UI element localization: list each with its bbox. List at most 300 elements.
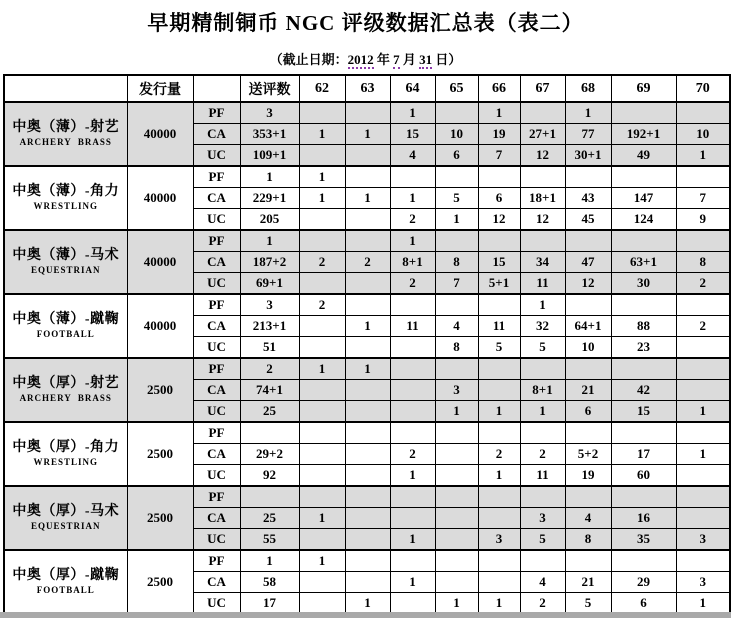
grade-value-cell [520, 550, 565, 572]
grade-value-cell: 21 [565, 572, 611, 593]
grade-value-cell: 2 [676, 316, 730, 337]
grade-value-cell: 47 [565, 252, 611, 273]
grade-value-cell [299, 422, 345, 444]
table-row [4, 422, 730, 444]
grade-value-cell [345, 486, 390, 508]
grade-value-cell [478, 550, 520, 572]
table-body [4, 102, 730, 614]
grade-value-cell: 1 [676, 444, 730, 465]
grade-value-cell [478, 230, 520, 252]
grade-value-cell: 7 [435, 273, 478, 295]
grade-type-cell: UC [193, 273, 240, 295]
grade-value-cell [345, 572, 390, 593]
grade-value-cell [676, 102, 730, 124]
grade-value-cell: 12 [520, 145, 565, 167]
coin-name-en: WRESTLING [33, 201, 99, 211]
coin-name-en: FOOTBALL [36, 585, 95, 595]
issue-qty-cell: 40000 [127, 102, 193, 166]
grade-value-cell: 124 [611, 209, 676, 231]
grade-value-cell: 42 [611, 380, 676, 401]
grade-value-cell: 18+1 [520, 188, 565, 209]
grade-type-cell: CA [193, 188, 240, 209]
grade-value-cell: 4 [435, 316, 478, 337]
submitted-count-cell: 109+1 [240, 145, 299, 167]
coin-name-en: EQUESTRIAN [30, 265, 101, 275]
grade-value-cell: 3 [676, 572, 730, 593]
grade-value-cell [435, 166, 478, 188]
grade-value-cell: 4 [520, 572, 565, 593]
submitted-count-cell: 51 [240, 337, 299, 359]
page-title: 早期精制铜币 NGC 评级数据汇总表（表二） [147, 11, 584, 35]
grade-value-cell [390, 508, 435, 529]
grade-value-cell: 2 [345, 252, 390, 273]
grade-value-cell [299, 209, 345, 231]
submitted-count-cell: 25 [240, 508, 299, 529]
grade-value-cell [611, 550, 676, 572]
grade-value-cell: 12 [478, 209, 520, 231]
grade-value-cell: 63+1 [611, 252, 676, 273]
grade-value-cell: 6 [478, 188, 520, 209]
grade-value-cell: 1 [435, 593, 478, 615]
grade-type-cell: PF [193, 166, 240, 188]
grade-value-cell: 1 [565, 102, 611, 124]
coin-name-cn: 中奥（厚）-角力 [12, 440, 120, 455]
coin-name-cell [4, 550, 127, 614]
grade-type-cell: PF [193, 550, 240, 572]
grade-value-cell: 60 [611, 465, 676, 487]
grade-value-cell [478, 572, 520, 593]
grade-value-cell: 1 [435, 401, 478, 423]
submitted-count-cell: 353+1 [240, 124, 299, 145]
grade-value-cell [676, 422, 730, 444]
grade-value-cell: 1 [345, 358, 390, 380]
coin-name-cell [4, 294, 127, 358]
coin-name-cn: 中奥（厚）-射艺 [12, 376, 120, 391]
grade-value-cell: 6 [565, 401, 611, 423]
submitted-count-cell: 229+1 [240, 188, 299, 209]
grade-value-cell: 43 [565, 188, 611, 209]
grade-value-cell: 2 [478, 444, 520, 465]
grade-value-cell: 11 [390, 316, 435, 337]
grade-value-cell: 7 [478, 145, 520, 167]
grade-value-cell: 16 [611, 508, 676, 529]
coin-name-cn: 中奥（厚）-马术 [12, 504, 120, 519]
submitted-count-cell: 1 [240, 550, 299, 572]
grade-value-cell [299, 380, 345, 401]
grade-type-cell: UC [193, 145, 240, 167]
grade-value-cell: 1 [390, 102, 435, 124]
header-grade-65: 65 [435, 75, 478, 102]
submitted-count-cell: 92 [240, 465, 299, 487]
grade-value-cell: 3 [478, 529, 520, 551]
grade-value-cell: 1 [478, 102, 520, 124]
grade-value-cell: 2 [299, 252, 345, 273]
grade-value-cell: 5 [478, 337, 520, 359]
grade-type-cell: PF [193, 230, 240, 252]
grade-value-cell: 27+1 [520, 124, 565, 145]
grade-value-cell: 6 [611, 593, 676, 615]
grade-value-cell [345, 209, 390, 231]
grade-value-cell: 11 [520, 465, 565, 487]
grade-value-cell: 35 [611, 529, 676, 551]
cutoff-date-day-unit: 日 [432, 52, 449, 67]
header-row [4, 75, 730, 102]
grade-value-cell [565, 358, 611, 380]
grade-value-cell: 34 [520, 252, 565, 273]
grade-value-cell: 5 [520, 337, 565, 359]
grade-value-cell [390, 358, 435, 380]
grade-value-cell: 2 [390, 444, 435, 465]
grade-value-cell [390, 550, 435, 572]
grade-value-cell [345, 550, 390, 572]
grade-value-cell [676, 486, 730, 508]
issue-qty-cell: 2500 [127, 550, 193, 614]
grade-value-cell: 19 [565, 465, 611, 487]
grade-value-cell [478, 380, 520, 401]
grade-value-cell [435, 294, 478, 316]
grade-value-cell [676, 550, 730, 572]
page-bottom-edge [0, 612, 731, 618]
grade-value-cell [299, 316, 345, 337]
grade-type-cell: CA [193, 316, 240, 337]
header-grade-62: 62 [299, 75, 345, 102]
grade-value-cell: 32 [520, 316, 565, 337]
submitted-count-cell: 1 [240, 166, 299, 188]
header-coin-blank [4, 75, 127, 102]
grade-value-cell [390, 294, 435, 316]
grade-value-cell: 5 [565, 593, 611, 615]
table-row [4, 166, 730, 188]
header-grade-70: 70 [676, 75, 730, 102]
grade-value-cell [299, 465, 345, 487]
coin-name-cn: 中奥（薄）-马术 [12, 248, 120, 263]
grade-value-cell [435, 358, 478, 380]
grade-value-cell: 2 [676, 273, 730, 295]
grade-value-cell [390, 166, 435, 188]
grade-value-cell [520, 230, 565, 252]
grade-value-cell [435, 422, 478, 444]
grade-value-cell [299, 529, 345, 551]
coin-name-en: FOOTBALL [36, 329, 95, 339]
grade-value-cell [390, 422, 435, 444]
grade-value-cell [345, 465, 390, 487]
grade-value-cell [676, 294, 730, 316]
grade-type-cell: CA [193, 252, 240, 273]
grade-type-cell: CA [193, 124, 240, 145]
coin-name-en: ARCHERY BRASS [19, 137, 112, 147]
grade-type-cell: UC [193, 529, 240, 551]
coin-name-cn: 中奥（薄）-射艺 [12, 120, 120, 135]
issue-qty-cell: 2500 [127, 486, 193, 550]
coin-name-cn: 中奥（薄）-角力 [12, 184, 120, 199]
submitted-count-cell: 2 [240, 358, 299, 380]
grade-type-cell: PF [193, 358, 240, 380]
header-grade-68: 68 [565, 75, 611, 102]
cutoff-date-year: 2012 [347, 52, 374, 67]
coin-name-cell [4, 358, 127, 422]
cutoff-date-prefix: （截止日期： [269, 52, 348, 67]
grade-value-cell [299, 572, 345, 593]
grade-type-cell: CA [193, 572, 240, 593]
grade-type-cell: UC [193, 209, 240, 231]
grade-type-cell: UC [193, 337, 240, 359]
grade-value-cell: 17 [611, 444, 676, 465]
grade-value-cell [565, 230, 611, 252]
grade-value-cell [299, 486, 345, 508]
grade-value-cell: 45 [565, 209, 611, 231]
grade-value-cell [611, 166, 676, 188]
grade-value-cell: 1 [299, 358, 345, 380]
grade-value-cell [299, 401, 345, 423]
grade-value-cell [435, 550, 478, 572]
grade-value-cell: 4 [565, 508, 611, 529]
cutoff-date-day: 31 [419, 52, 433, 67]
header-grade-63: 63 [345, 75, 390, 102]
issue-qty-cell: 2500 [127, 358, 193, 422]
grade-value-cell: 11 [520, 273, 565, 295]
submitted-count-cell: 25 [240, 401, 299, 423]
grade-value-cell [345, 380, 390, 401]
grade-value-cell [345, 273, 390, 295]
submitted-count-cell: 69+1 [240, 273, 299, 295]
grade-value-cell [478, 508, 520, 529]
grade-value-cell: 1 [435, 209, 478, 231]
grade-value-cell [345, 508, 390, 529]
grade-value-cell [390, 380, 435, 401]
grade-value-cell: 1 [676, 401, 730, 423]
grade-value-cell [345, 444, 390, 465]
submitted-count-cell: 17 [240, 593, 299, 615]
grade-value-cell: 1 [520, 294, 565, 316]
grade-value-cell [299, 230, 345, 252]
grade-type-cell: UC [193, 465, 240, 487]
grade-value-cell: 3 [676, 529, 730, 551]
grade-value-cell [520, 102, 565, 124]
submitted-count-cell: 205 [240, 209, 299, 231]
grade-value-cell [478, 166, 520, 188]
grade-value-cell: 1 [345, 593, 390, 615]
grade-value-cell: 3 [520, 508, 565, 529]
grade-value-cell [676, 465, 730, 487]
coin-name-cell [4, 422, 127, 486]
grade-value-cell: 147 [611, 188, 676, 209]
coin-name-cell [4, 102, 127, 166]
table-row [4, 358, 730, 380]
grade-value-cell: 8 [435, 252, 478, 273]
grade-value-cell [435, 508, 478, 529]
grade-value-cell: 30+1 [565, 145, 611, 167]
grade-type-cell: PF [193, 486, 240, 508]
issue-qty-cell: 2500 [127, 422, 193, 486]
grade-value-cell [435, 465, 478, 487]
grade-value-cell: 192+1 [611, 124, 676, 145]
grade-value-cell [676, 337, 730, 359]
grade-value-cell [345, 230, 390, 252]
grade-value-cell: 1 [345, 188, 390, 209]
grade-value-cell: 1 [478, 593, 520, 615]
grading-summary-table [3, 74, 731, 615]
header-grade-67: 67 [520, 75, 565, 102]
grade-value-cell [345, 102, 390, 124]
grade-value-cell: 1 [390, 465, 435, 487]
cutoff-date-month-unit: 月 [399, 52, 420, 67]
header-type-blank [193, 75, 240, 102]
submitted-count-cell: 74+1 [240, 380, 299, 401]
grade-value-cell: 2 [390, 209, 435, 231]
grade-value-cell: 8 [676, 252, 730, 273]
grade-value-cell: 5 [435, 188, 478, 209]
grade-value-cell: 5+2 [565, 444, 611, 465]
grade-value-cell: 2 [299, 294, 345, 316]
submitted-count-cell: 29+2 [240, 444, 299, 465]
grade-value-cell: 1 [390, 188, 435, 209]
grade-value-cell [611, 294, 676, 316]
grade-value-cell: 12 [520, 209, 565, 231]
cutoff-date-year-unit: 年 [373, 52, 394, 67]
grade-value-cell [390, 401, 435, 423]
grade-type-cell: CA [193, 380, 240, 401]
grade-value-cell [345, 401, 390, 423]
cutoff-date-suffix: ） [448, 52, 462, 67]
grade-value-cell [435, 572, 478, 593]
header-issue-qty: 发行量 [127, 75, 193, 102]
grade-value-cell [435, 102, 478, 124]
issue-qty-cell: 40000 [127, 166, 193, 230]
grade-value-cell [345, 529, 390, 551]
coin-name-en: ARCHERY BRASS [19, 393, 112, 403]
grade-value-cell [478, 294, 520, 316]
grade-value-cell [345, 294, 390, 316]
grade-value-cell [435, 529, 478, 551]
cutoff-date-month: 7 [393, 52, 400, 67]
grade-value-cell [676, 358, 730, 380]
grade-value-cell: 1 [390, 230, 435, 252]
grade-value-cell: 8 [565, 529, 611, 551]
grade-value-cell [345, 337, 390, 359]
coin-name-cn: 中奥（厚）-蹴鞠 [12, 568, 120, 583]
grade-value-cell: 49 [611, 145, 676, 167]
grade-value-cell: 1 [478, 401, 520, 423]
submitted-count-cell [240, 486, 299, 508]
grade-value-cell: 8 [435, 337, 478, 359]
grade-value-cell: 10 [676, 124, 730, 145]
grade-value-cell: 1 [520, 401, 565, 423]
grade-value-cell: 15 [611, 401, 676, 423]
submitted-count-cell: 58 [240, 572, 299, 593]
grade-value-cell: 12 [565, 273, 611, 295]
grade-value-cell: 1 [299, 188, 345, 209]
grade-value-cell: 1 [676, 593, 730, 615]
grade-value-cell [565, 550, 611, 572]
grade-value-cell [611, 486, 676, 508]
header-submitted: 送评数 [240, 75, 299, 102]
grade-value-cell: 15 [390, 124, 435, 145]
submitted-count-cell: 213+1 [240, 316, 299, 337]
header-grade-64: 64 [390, 75, 435, 102]
grade-value-cell [520, 422, 565, 444]
table-row [4, 550, 730, 572]
grade-value-cell [611, 422, 676, 444]
grade-value-cell [390, 486, 435, 508]
grade-value-cell: 1 [299, 508, 345, 529]
grade-value-cell: 1 [299, 124, 345, 145]
grade-type-cell: UC [193, 401, 240, 423]
coin-name-cn: 中奥（薄）-蹴鞠 [12, 312, 120, 327]
header-grade-69: 69 [611, 75, 676, 102]
submitted-count-cell: 187+2 [240, 252, 299, 273]
table-row [4, 294, 730, 316]
grade-value-cell: 2 [390, 273, 435, 295]
grade-value-cell [299, 102, 345, 124]
grade-value-cell: 15 [478, 252, 520, 273]
grade-value-cell [565, 294, 611, 316]
grade-value-cell [299, 337, 345, 359]
grade-value-cell: 21 [565, 380, 611, 401]
grade-value-cell: 30 [611, 273, 676, 295]
grade-value-cell [299, 273, 345, 295]
submitted-count-cell: 3 [240, 102, 299, 124]
grade-value-cell [676, 380, 730, 401]
grade-value-cell [478, 422, 520, 444]
coin-name-cell [4, 486, 127, 550]
grade-value-cell: 5 [520, 529, 565, 551]
grade-value-cell: 11 [478, 316, 520, 337]
grade-value-cell [390, 337, 435, 359]
grade-value-cell [435, 444, 478, 465]
table-row [4, 102, 730, 124]
grade-value-cell [611, 358, 676, 380]
grade-value-cell [435, 230, 478, 252]
grade-value-cell [676, 230, 730, 252]
grade-value-cell: 1 [390, 529, 435, 551]
grade-value-cell: 5+1 [478, 273, 520, 295]
grade-value-cell: 7 [676, 188, 730, 209]
grade-value-cell [299, 145, 345, 167]
grade-value-cell [299, 444, 345, 465]
grade-value-cell: 88 [611, 316, 676, 337]
grade-value-cell: 1 [345, 316, 390, 337]
grade-value-cell: 9 [676, 209, 730, 231]
grade-value-cell [611, 102, 676, 124]
grade-value-cell: 8+1 [390, 252, 435, 273]
grade-type-cell: CA [193, 508, 240, 529]
coin-name-cell [4, 166, 127, 230]
grade-value-cell: 8+1 [520, 380, 565, 401]
grade-value-cell [345, 145, 390, 167]
grade-value-cell [520, 486, 565, 508]
grade-value-cell [520, 358, 565, 380]
grade-value-cell: 1 [299, 550, 345, 572]
table-row [4, 230, 730, 252]
header-grade-66: 66 [478, 75, 520, 102]
grade-value-cell: 6 [435, 145, 478, 167]
grade-value-cell: 4 [390, 145, 435, 167]
table-row [4, 486, 730, 508]
issue-qty-cell: 40000 [127, 294, 193, 358]
grade-value-cell [478, 358, 520, 380]
submitted-count-cell: 55 [240, 529, 299, 551]
grade-value-cell [611, 230, 676, 252]
grade-value-cell: 64+1 [565, 316, 611, 337]
grade-type-cell: UC [193, 593, 240, 615]
grade-value-cell: 3 [435, 380, 478, 401]
grade-value-cell: 19 [478, 124, 520, 145]
grade-type-cell: PF [193, 102, 240, 124]
cutoff-date-line [0, 49, 731, 68]
grade-value-cell: 2 [520, 444, 565, 465]
grade-value-cell: 1 [345, 124, 390, 145]
submitted-count-cell [240, 422, 299, 444]
